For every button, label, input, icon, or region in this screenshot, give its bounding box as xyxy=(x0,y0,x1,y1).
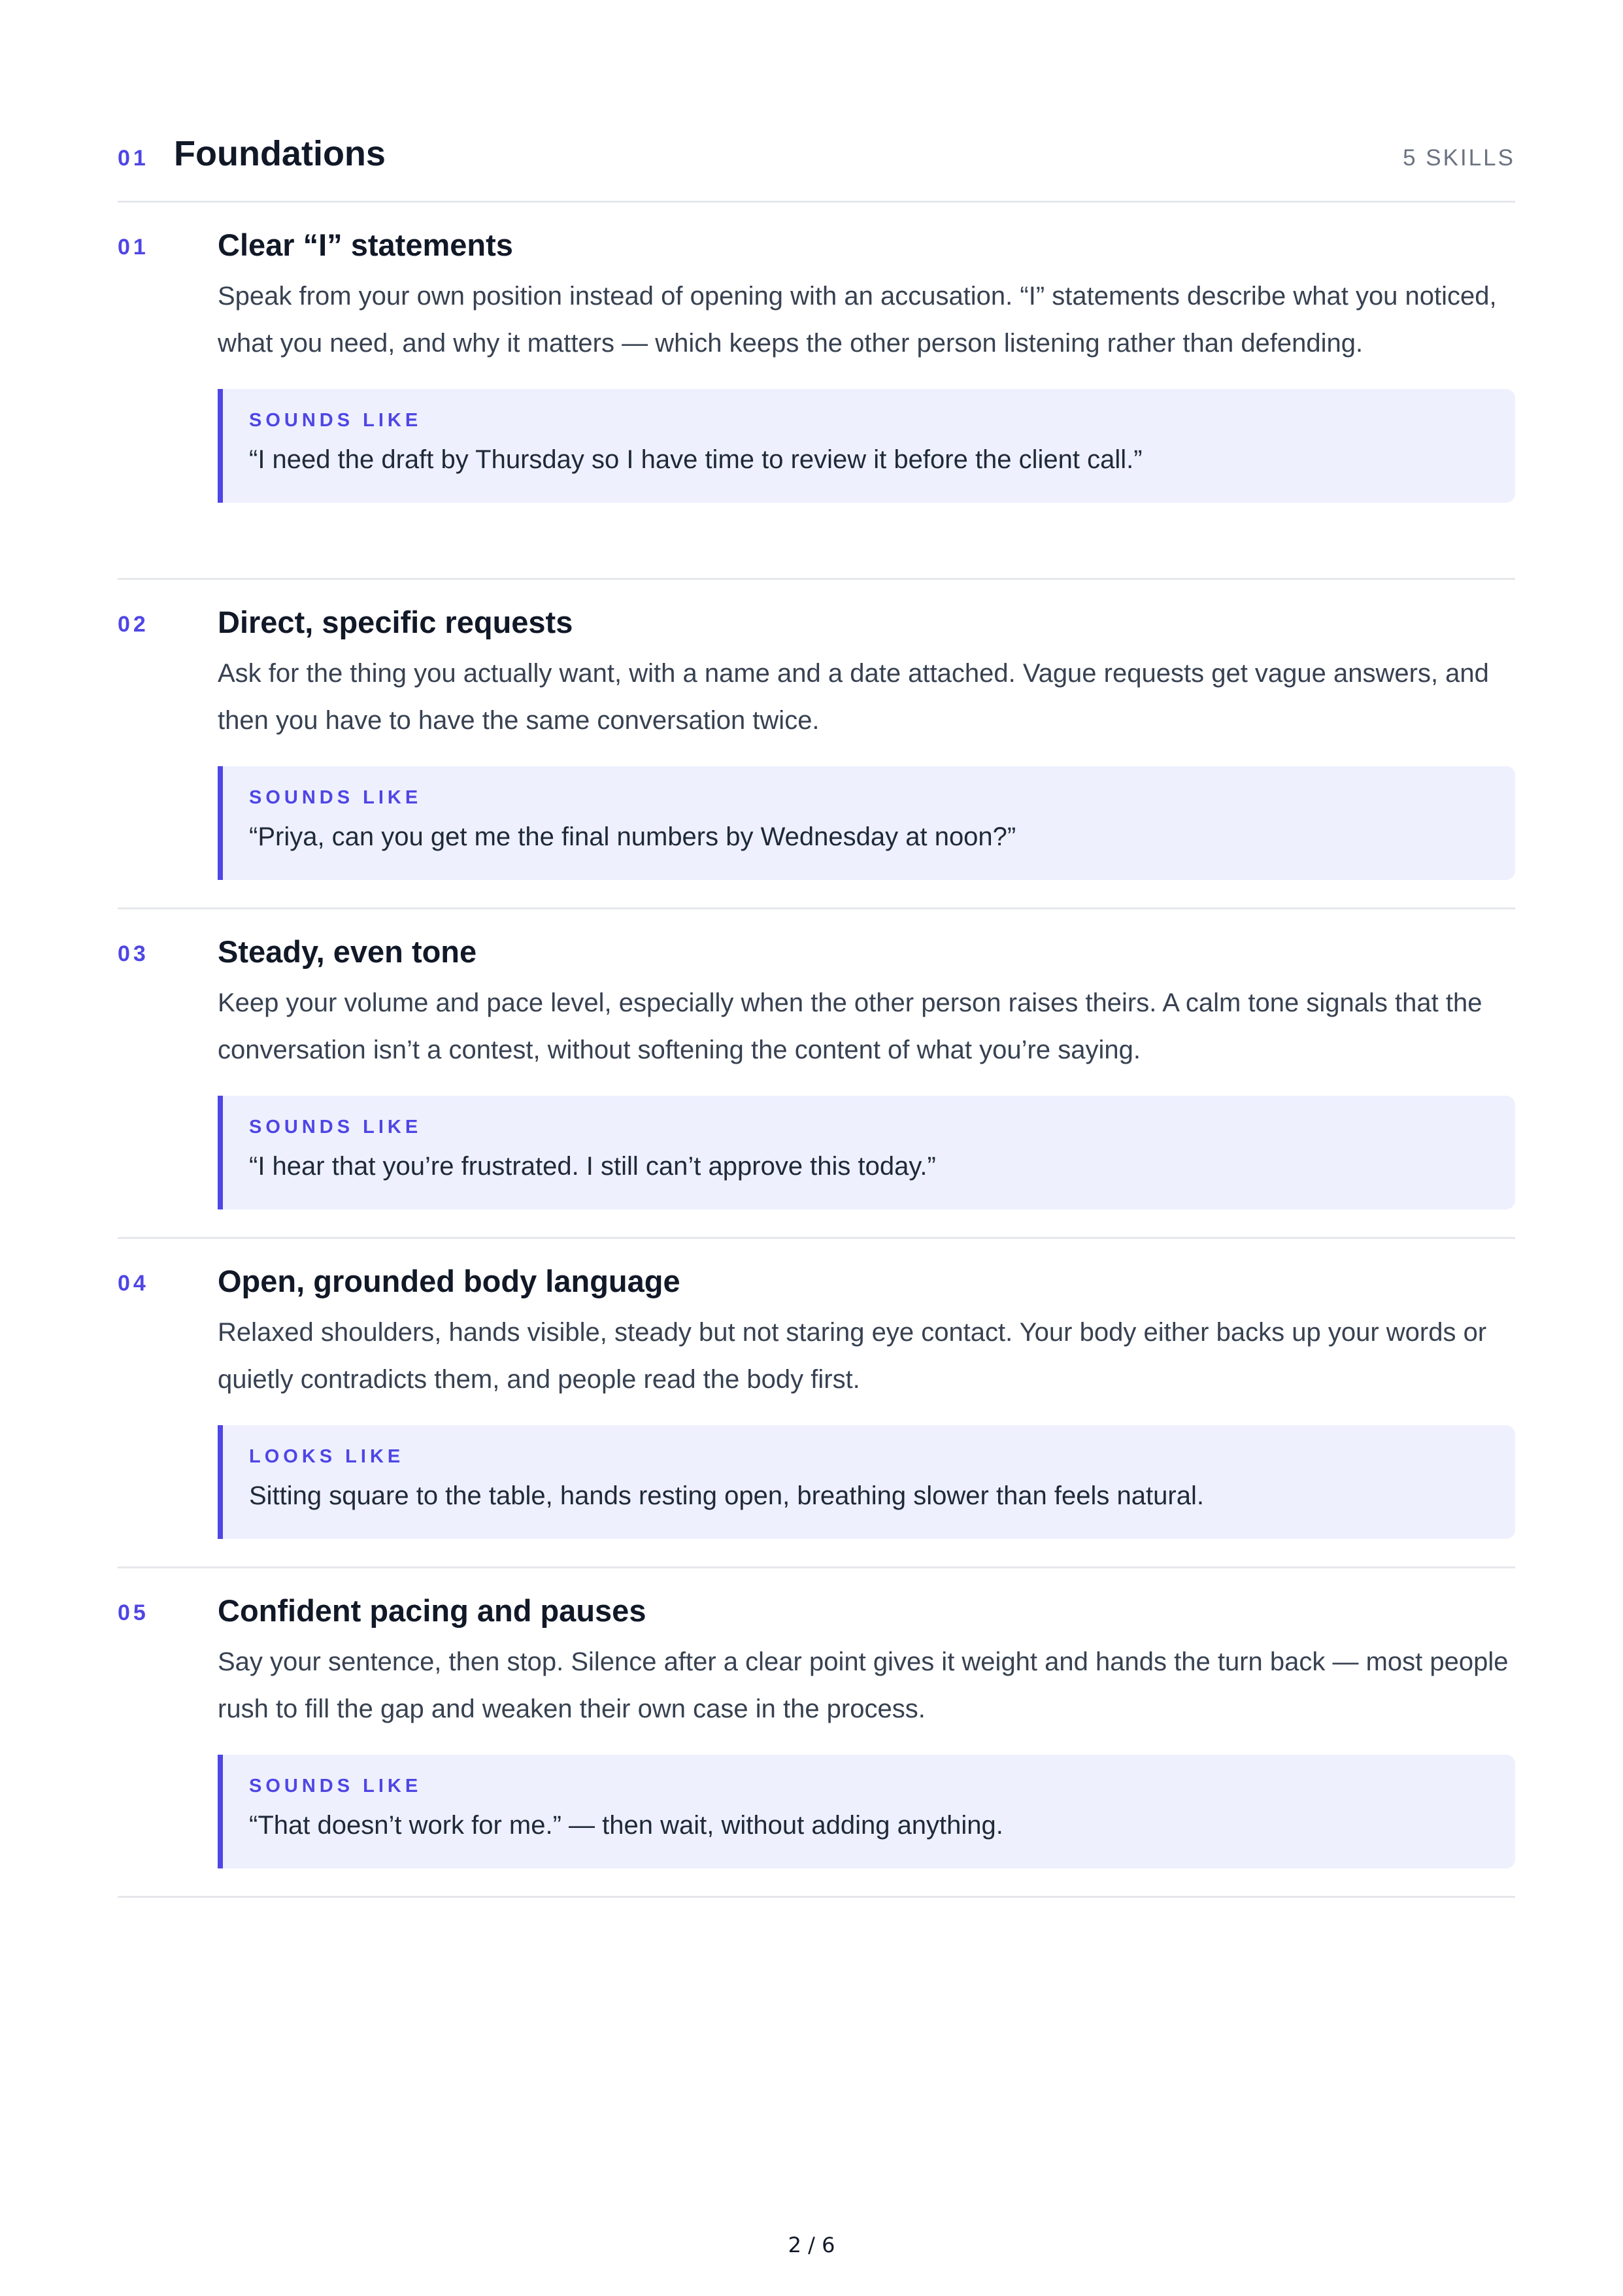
example-callout xyxy=(218,1096,1515,1209)
example-text: “Priya, can you get me the final numbers by Wednesday at noon?” xyxy=(249,822,1016,851)
section-heading xyxy=(118,133,386,174)
example-text: “That doesn’t work for me.” — then wait, without adding anything. xyxy=(249,1811,1003,1840)
example-label: SOUNDS LIKE xyxy=(249,410,422,431)
skill-body xyxy=(218,932,1515,1237)
example-text: Sitting square to the table, hands resting open, breathing slower than feels natural. xyxy=(249,1481,1204,1510)
skill-number: 03 xyxy=(118,941,149,966)
example-callout xyxy=(218,766,1515,880)
skill-title: Clear “I” statements xyxy=(218,228,513,262)
example-label: SOUNDS LIKE xyxy=(249,787,422,808)
section-number: 01 xyxy=(118,146,149,171)
skill-description: Speak from your own position instead of opening with an accusation. “I” statements describe what you noticed, what you need, and why it matters — which keeps the other person listening rather than defending. xyxy=(218,282,1497,358)
skill-body xyxy=(218,226,1515,578)
skill-number: 01 xyxy=(118,235,149,260)
skill-item xyxy=(118,909,1515,1239)
skill-item xyxy=(118,580,1515,909)
skill-body xyxy=(218,1591,1515,1896)
skills-page xyxy=(118,124,1515,1898)
skill-body xyxy=(218,1262,1515,1566)
section-title: Foundations xyxy=(174,134,386,173)
skill-description: Say your sentence, then stop. Silence after a clear point gives it weight and hands the turn back — most people rush to fill the gap and weaken their own case in the process. xyxy=(218,1647,1509,1723)
skill-number: 05 xyxy=(118,1600,149,1625)
skill-item xyxy=(118,1239,1515,1568)
page-indicator: 2 / 6 xyxy=(788,2233,835,2257)
skill-description: Keep your volume and pace level, especially when the other person raises theirs. A calm tone signals that the conversation isn’t a contest, without softening the content of what you’re saying. xyxy=(218,988,1482,1064)
skill-number: 04 xyxy=(118,1271,149,1296)
skill-number: 02 xyxy=(118,612,149,637)
example-label: LOOKS LIKE xyxy=(249,1446,405,1467)
example-callout xyxy=(218,1425,1515,1539)
example-callout xyxy=(218,1755,1515,1868)
skill-body xyxy=(218,603,1515,907)
skill-item xyxy=(118,1568,1515,1898)
skill-item xyxy=(118,203,1515,580)
section-header xyxy=(118,124,1515,203)
skill-description: Ask for the thing you actually want, with a name and a date attached. Vague requests get vague answers, and then you have to have the same conversation twice. xyxy=(218,659,1489,735)
skill-title: Steady, even tone xyxy=(218,934,477,969)
example-callout xyxy=(218,389,1515,503)
skill-description: Relaxed shoulders, hands visible, steady but not staring eye contact. Your body either backs up your words or quietly contradicts them, and people read the body first. xyxy=(218,1318,1487,1394)
skill-title: Open, grounded body language xyxy=(218,1264,680,1298)
example-label: SOUNDS LIKE xyxy=(249,1117,422,1138)
example-text: “I need the draft by Thursday so I have time to review it before the client call.” xyxy=(249,445,1143,474)
example-text: “I hear that you’re frustrated. I still can’t approve this today.” xyxy=(249,1152,936,1181)
skill-title: Confident pacing and pauses xyxy=(218,1593,646,1628)
skill-title: Direct, specific requests xyxy=(218,605,573,639)
example-label: SOUNDS LIKE xyxy=(249,1776,422,1797)
skill-count: 5 SKILLS xyxy=(1403,145,1515,171)
